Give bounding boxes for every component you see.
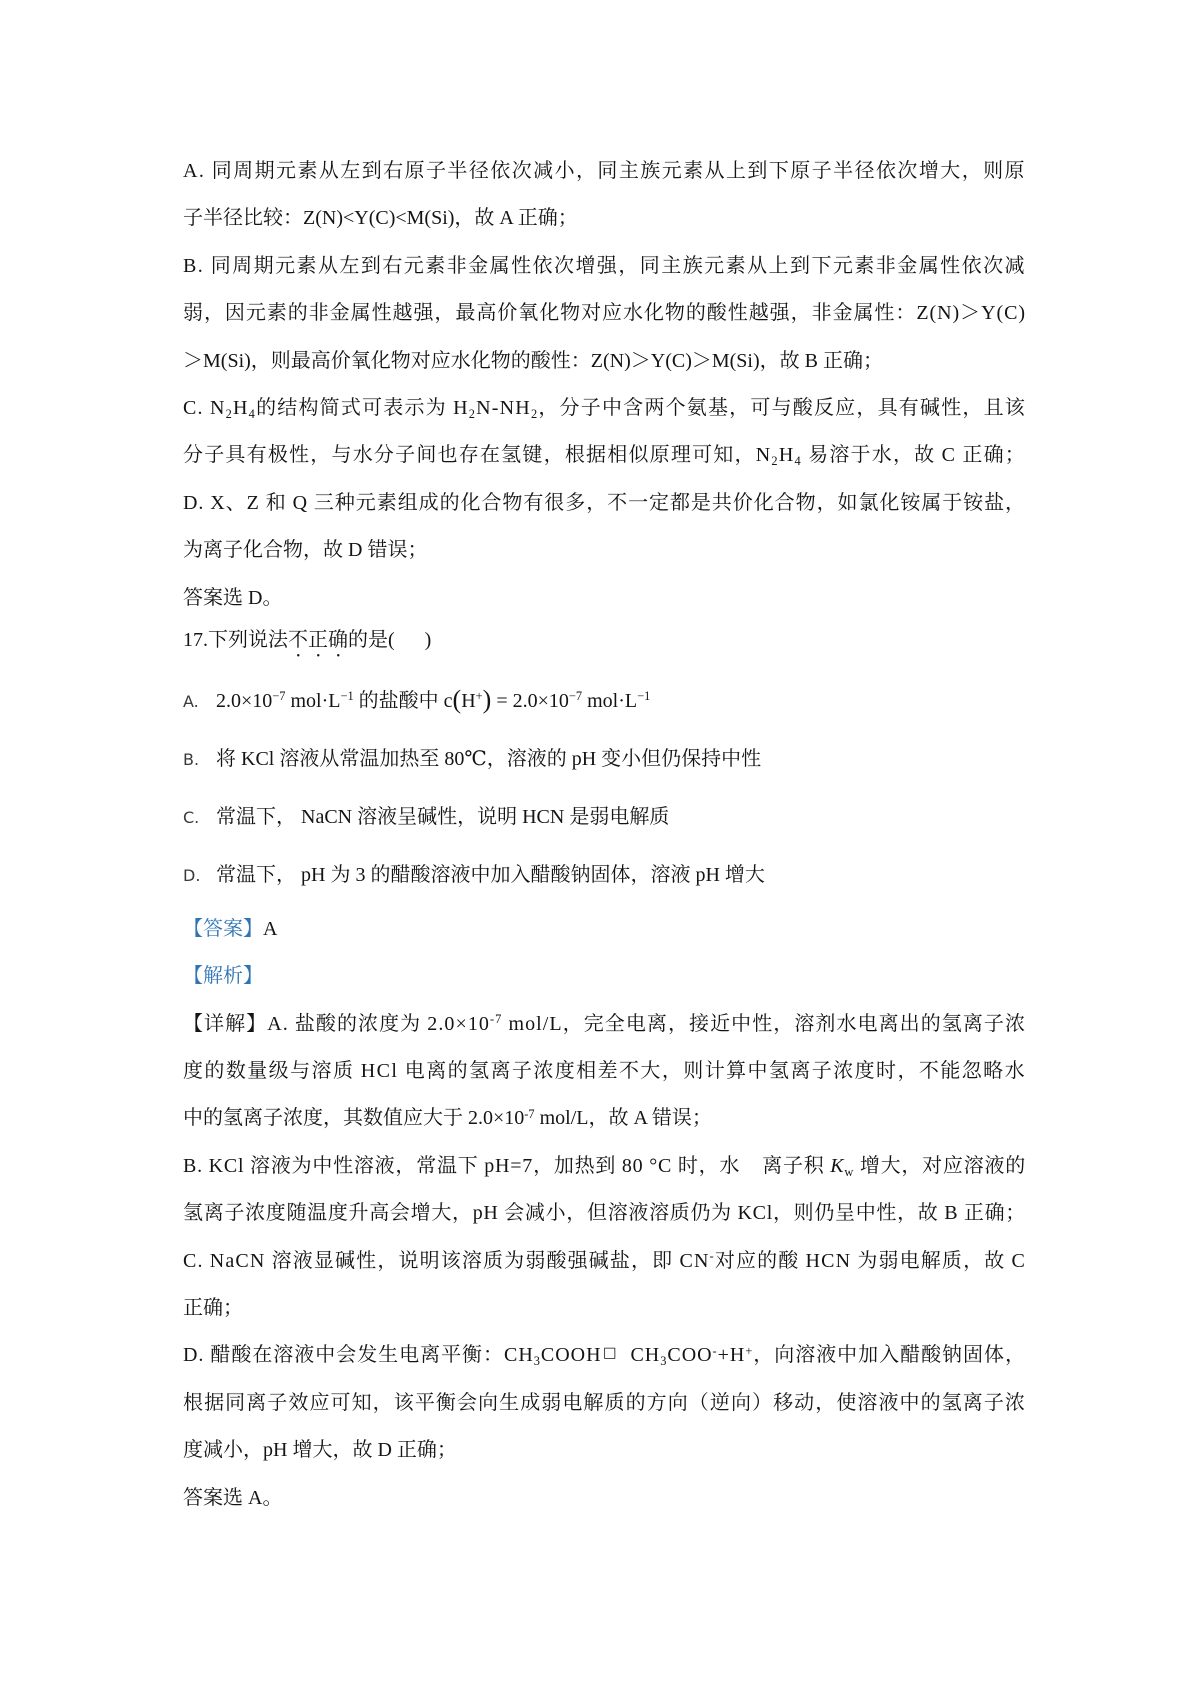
text-run: D. X、Z 和 Q 三种元素组成的化合物有很多，不一定都是共价化合物，如氯化铵属于铵盐， bbox=[183, 491, 1026, 514]
text-line bbox=[183, 1238, 1026, 1285]
option-label: D. bbox=[183, 865, 201, 885]
stem-text: 的是( ) bbox=[348, 628, 432, 651]
text-run: 氢离子浓度随温度升高会增大，pH 会减小，但溶液溶质仍为 KCl，则仍呈中性，故 B 正确； bbox=[183, 1202, 1026, 1225]
text-line bbox=[183, 1143, 1026, 1190]
text-run: 对应的酸 HCN 为弱电解质，故 C bbox=[714, 1249, 1026, 1272]
large-parenthesis: ) bbox=[482, 684, 492, 714]
subscript: 2 bbox=[530, 406, 539, 421]
text-run: 的结构简式可表示为 H bbox=[256, 396, 469, 419]
text-line bbox=[183, 1427, 1026, 1474]
explanation-paragraph bbox=[183, 1143, 1026, 1238]
subscript: 3 bbox=[660, 1354, 668, 1369]
text-line bbox=[183, 1190, 1026, 1237]
text-run: mol/L，故 A 错误； bbox=[534, 1107, 712, 1130]
question-17 bbox=[183, 622, 1026, 904]
text-run: = 2.0×10 bbox=[491, 689, 569, 712]
text-run: C. N bbox=[183, 396, 226, 419]
text-run: H bbox=[778, 444, 795, 467]
superscript: - bbox=[712, 1343, 718, 1358]
answer-row bbox=[183, 906, 1026, 953]
answer-label: 【答案】 bbox=[183, 917, 263, 940]
text-run: CH bbox=[630, 1344, 661, 1367]
page-content bbox=[183, 148, 1026, 1522]
text-line bbox=[183, 1048, 1026, 1095]
text-run: ＞M(Si)，则最高价氧化物对应水化物的酸性：Z(N)＞Y(C)＞M(Si)，故 B 正确； bbox=[183, 349, 883, 372]
text-line bbox=[183, 338, 1026, 385]
text-line bbox=[183, 1332, 1026, 1379]
explanation-paragraph bbox=[183, 575, 1026, 622]
stem-text: 下列说法 bbox=[208, 628, 288, 651]
text-run: N-NH bbox=[476, 396, 531, 419]
text-run: B. 同周期元素从左到右元素非金属性依次增强，同主族元素从上到下元素非金属性依次减 bbox=[183, 254, 1026, 277]
option-c bbox=[183, 788, 1026, 846]
text-run: 常温下， pH 为 3 的醋酸溶液中加入醋酸钠固体，溶液 pH 增大 bbox=[216, 863, 765, 886]
explanation-paragraph bbox=[183, 243, 1026, 385]
superscript: - bbox=[709, 1248, 715, 1263]
text-run: 度减小，pH 增大，故 D 正确； bbox=[183, 1439, 457, 1462]
subscript: 2 bbox=[225, 406, 233, 421]
subscript: 4 bbox=[248, 406, 257, 421]
text-run: 离子积 bbox=[762, 1154, 831, 1177]
analysis-label: 【解析】 bbox=[183, 965, 263, 988]
text-line bbox=[183, 575, 1026, 622]
text-run: 答案选 D。 bbox=[183, 586, 283, 609]
subscript: 4 bbox=[794, 454, 802, 469]
text-line bbox=[183, 1285, 1026, 1332]
explanation-paragraph bbox=[183, 148, 1026, 243]
text-run: 常温下， NaCN 溶液呈碱性，说明 HCN 是弱电解质 bbox=[216, 805, 670, 828]
text-run: ，分子中含两个氨基，可与酸反应，具有碱性，且该 bbox=[538, 396, 1026, 419]
text-run: 根据同离子效应可知，该平衡会向生成弱电解质的方向（逆向）移动，使溶液中的氢离子浓 bbox=[183, 1391, 1026, 1414]
missing-glyph: □ bbox=[602, 1345, 618, 1362]
option-label: B. bbox=[183, 749, 200, 769]
explanation-paragraph bbox=[183, 480, 1026, 575]
text-run: 水 bbox=[719, 1154, 741, 1177]
text-run: H bbox=[233, 396, 249, 419]
detailed-explanation bbox=[183, 1001, 1026, 1522]
option-b bbox=[183, 730, 1026, 788]
text-run: 度的数量级与溶质 HCl 电离的氢离子浓度相差不大，则计算中氢离子浓度时，不能忽略水 bbox=[183, 1060, 1026, 1083]
option-text bbox=[216, 748, 761, 770]
text-run: 答案选 A。 bbox=[183, 1486, 283, 1509]
large-parenthesis: ( bbox=[452, 684, 462, 714]
subscript: 2 bbox=[771, 454, 779, 469]
text-run: mol/L，完全电离，接近中性，溶剂水电离出的氢离子浓 bbox=[502, 1012, 1026, 1035]
text-run: COOH bbox=[540, 1344, 602, 1367]
text-run: C. NaCN 溶液显碱性，说明该溶质为弱酸强碱盐，即 CN bbox=[183, 1249, 710, 1272]
text-line bbox=[183, 243, 1026, 290]
text-run: 为离子化合物，故 D 错误； bbox=[183, 539, 428, 562]
emphasis-dots-text: 不正确 bbox=[288, 628, 348, 651]
text-run: 将 KCl 溶液从常温加热至 80℃，溶液的 pH 变小但仍保持中性 bbox=[216, 747, 762, 770]
text-line bbox=[183, 1001, 1026, 1048]
answer-value: A bbox=[263, 917, 278, 940]
text-line bbox=[183, 480, 1026, 527]
superscript: −7 bbox=[568, 689, 583, 704]
option-text bbox=[216, 806, 669, 828]
text-run: 增大，对应溶液的 bbox=[854, 1154, 1027, 1177]
explanation-paragraph bbox=[183, 1475, 1026, 1522]
text-run: 分子具有极性，与水分子间也存在氢键，根据相似原理可知，N bbox=[183, 444, 772, 467]
text-line bbox=[183, 1475, 1026, 1522]
text-line bbox=[183, 527, 1026, 574]
superscript: -7 bbox=[524, 1106, 535, 1121]
text-line bbox=[183, 432, 1026, 479]
text-run: +H bbox=[717, 1344, 746, 1367]
text-run: A. 同周期元素从左到右原子半径依次减小，同主族元素从上到下原子半径依次增大，则原 bbox=[183, 160, 1026, 182]
text-run: 2.0×10 bbox=[216, 689, 273, 712]
text-run: B. KCl 溶液为中性溶液，常温下 pH=7，加热到 80 °C 时， bbox=[183, 1154, 720, 1177]
analysis-heading bbox=[183, 953, 1026, 1000]
text-run: ，向溶液中加入醋酸钠固体， bbox=[753, 1344, 1026, 1367]
superscript: −7 bbox=[272, 689, 286, 704]
text-line bbox=[183, 1095, 1026, 1142]
answer-and-analysis bbox=[183, 906, 1026, 1522]
question-number: 17. bbox=[183, 628, 208, 651]
option-text bbox=[216, 684, 651, 714]
option-d bbox=[183, 846, 1026, 904]
question-options bbox=[183, 672, 1026, 904]
text-run: 子半径比较：Z(N)<Y(C)<M(Si)，故 A 正确； bbox=[183, 207, 578, 230]
text-line bbox=[183, 148, 1026, 195]
text-line bbox=[183, 195, 1026, 242]
text-line bbox=[183, 290, 1026, 337]
text-run: 易溶于水，故 C 正确； bbox=[801, 444, 1026, 467]
text-run: 的盐酸中 c bbox=[353, 689, 453, 712]
superscript: + bbox=[475, 689, 483, 704]
superscript: + bbox=[745, 1343, 754, 1358]
text-run: D. 醋酸在溶液中会发生电离平衡：CH bbox=[183, 1344, 534, 1367]
text-run: 弱，因元素的非金属性越强，最高价氧化物对应水化物的酸性越强，非金属性：Z(N)＞Y(C) bbox=[183, 302, 1026, 325]
text-run: COO bbox=[667, 1344, 713, 1367]
subscript: 3 bbox=[533, 1354, 541, 1369]
text-run: mol·L bbox=[582, 689, 638, 712]
text-run: H bbox=[461, 689, 476, 712]
superscript: −1 bbox=[637, 689, 651, 704]
superscript: −1 bbox=[340, 689, 354, 704]
text-line bbox=[183, 1380, 1026, 1427]
option-label: A. bbox=[183, 691, 199, 711]
text-run: mol·L bbox=[285, 689, 341, 712]
option-label: C. bbox=[183, 807, 200, 827]
previous-question-explanation bbox=[183, 148, 1026, 622]
subscript: w bbox=[844, 1164, 855, 1179]
option-a bbox=[183, 672, 1026, 730]
option-text bbox=[216, 864, 765, 886]
subscript: 2 bbox=[468, 406, 477, 421]
text-run: 正确； bbox=[183, 1297, 243, 1320]
explanation-paragraph bbox=[183, 1001, 1026, 1143]
explanation-paragraph bbox=[183, 1238, 1026, 1333]
superscript: -7 bbox=[489, 1011, 503, 1026]
italic-symbol: K bbox=[830, 1154, 845, 1177]
explanation-paragraph bbox=[183, 1332, 1026, 1474]
text-run: 中的氢离子浓度，其数值应大于 2.0×10 bbox=[183, 1107, 525, 1130]
explanation-paragraph bbox=[183, 385, 1026, 480]
question-stem bbox=[183, 622, 1026, 658]
text-line bbox=[183, 385, 1026, 432]
text-run: 【详解】A. 盐酸的浓度为 2.0×10 bbox=[183, 1012, 490, 1035]
